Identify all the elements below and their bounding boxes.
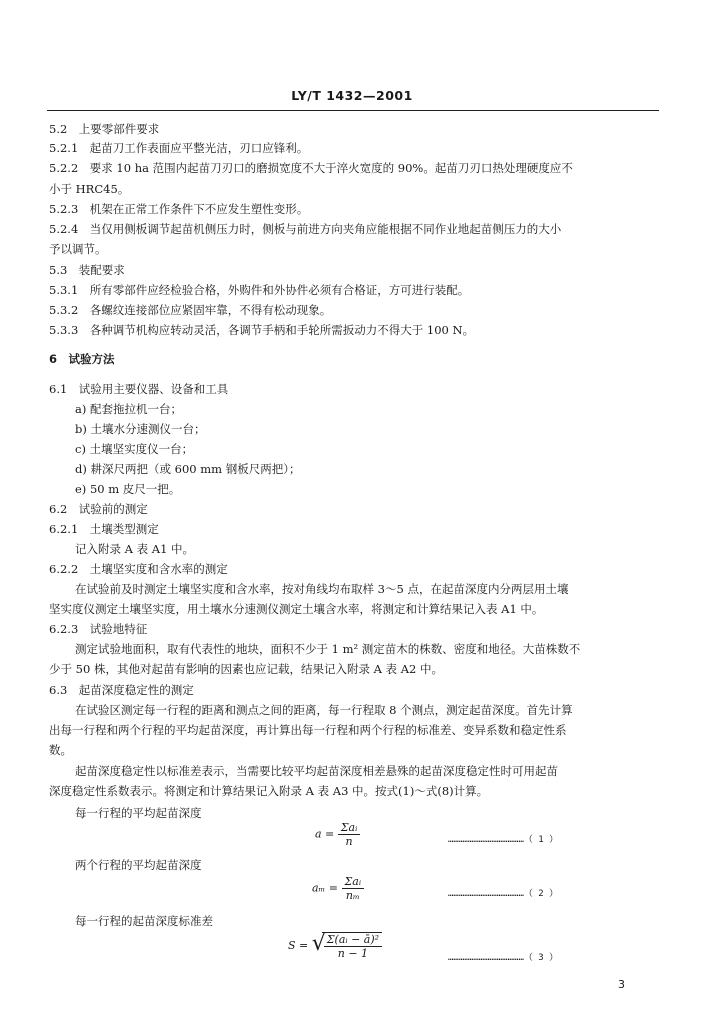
header-divider: [47, 110, 659, 111]
section-6-title: 6 试验方法: [49, 352, 115, 366]
formula-3-numerator: Σ(aᵢ − ā)²: [324, 933, 382, 947]
formula-1-fraction: [338, 821, 361, 848]
clause-5-2-3: 5.2.3 机架在正常工作条件下不应发生塑性变形。: [49, 202, 309, 216]
formula-2-number: ……………………………………（ 2 ）: [448, 889, 559, 899]
clause-6-2-2-text-line2: 坚实度仪测定土壤坚实度，用土壤水分速测仪测定土壤含水率，将测定和计算结果记入表 A1 中。: [49, 602, 544, 616]
formula-3-lhs: S =: [288, 939, 309, 952]
clause-6-2-1-title: 6.2.1 土壤类型测定: [49, 522, 159, 536]
item-6-1-e: e) 50 m 皮尺一把。: [75, 482, 181, 496]
clause-5-2-2-line2: 小于 HRC45。: [49, 182, 130, 196]
clause-6-2-3-text-line1: 测定试验地面积，取有代表性的地块，面积不少于 1 m² 测定苗木的株数、密度和地径。大苗株数不: [75, 642, 581, 656]
formula-2: [312, 875, 364, 902]
clause-5-2-4-line2: 予以调节。: [49, 242, 107, 256]
clause-6-2-3-text-line2: 少于 50 株，其他对起苗有影响的因素也应记载，结果记入附录 A 表 A2 中。: [49, 662, 443, 676]
item-6-1-a: a) 配套拖拉机一台；: [75, 402, 182, 416]
clause-5-2-2-line1: 5.2.2 要求 10 ha 范围内起苗刀刃口的磨损宽度不大于淬火宽度的 90%。起苗刀刃口热处理硬度应不: [49, 161, 573, 175]
clause-6-3-text-line5: 深度稳定性系数表示。将测定和计算结果记入附录 A 表 A3 中。按式(1)～式(8)计算。: [49, 784, 489, 798]
formula-2-fraction: [342, 875, 365, 902]
clause-6-3-text-line1: 在试验区测定每一行程的距离和测点之间的距离，每一行程取 8 个测点，测定起苗深度。首先计算: [75, 703, 573, 717]
section-6-3-title: 6.3 起苗深度稳定性的测定: [49, 683, 194, 697]
clause-6-3-text-line2: 出每一行程和两个行程的平均起苗深度，再计算出每一行程和两个行程的标准差、变异系数和稳定性系: [49, 723, 567, 737]
formula-2-numerator: Σaᵢ: [342, 875, 365, 889]
item-6-1-b: b) 土壤水分速测仪一台；: [75, 422, 206, 436]
formula-3-label: 每一行程的起苗深度标准差: [75, 914, 213, 928]
item-6-1-c: c) 土壤坚实度仪一台；: [75, 442, 194, 456]
clause-6-3-text-line3: 数。: [49, 743, 72, 757]
clause-6-2-1-text: 记入附录 A 表 A1 中。: [75, 542, 195, 556]
page-number: 3: [618, 978, 625, 991]
section-5-2-title: 5.2 上要零部件要求: [49, 122, 160, 136]
formula-1-lhs: a =: [315, 827, 335, 841]
clause-6-2-3-title: 6.2.3 试验地特征: [49, 622, 148, 636]
clause-5-3-1: 5.3.1 所有零部件应经检验合格，外购件和外协件必须有合格证，方可进行装配。: [49, 283, 470, 297]
clause-5-3-3: 5.3.3 各种调节机构应转动灵活，各调节手柄和手轮所需扳动力不得大于 100 N。: [49, 323, 475, 337]
clause-5-3-2: 5.3.2 各螺纹连接部位应紧固牢靠，不得有松动现象。: [49, 303, 332, 317]
standard-code-header: LY/T 1432—2001: [291, 88, 413, 103]
section-6-2-title: 6.2 试验前的测定: [49, 502, 148, 516]
clause-6-3-text-line4: 起苗深度稳定性以标准差表示，当需要比较平均起苗深度相差悬殊的起苗深度稳定性时可用起苗: [75, 764, 558, 778]
formula-3-fraction: [324, 933, 382, 960]
formula-1: [315, 821, 360, 848]
formula-2-lhs: aₘ =: [312, 881, 339, 895]
section-6-1-title: 6.1 试验用主要仪器、设备和工具: [49, 382, 229, 396]
clause-6-2-2-title: 6.2.2 土壤坚实度和含水率的测定: [49, 562, 228, 576]
formula-3: [288, 932, 382, 960]
clause-5-2-4-line1: 5.2.4 当仅用侧板调节起苗机侧压力时，侧板与前进方向夹角应能根据不同作业地起苗侧压力的大小: [49, 222, 562, 236]
clause-6-2-2-text-line1: 在试验前及时测定土壤坚实度和含水率，按对角线均布取样 3～5 点，在起苗深度内分两层用土壤: [75, 582, 569, 596]
sqrt-radical-icon: √: [311, 931, 326, 956]
item-6-1-d: d) 耕深尺两把（或 600 mm 钢板尺两把）；: [75, 462, 301, 476]
formula-2-denominator: nₘ: [345, 889, 360, 902]
formula-3-number: ……………………………………（ 3 ）: [448, 953, 559, 963]
formula-3-sqrt: [312, 932, 382, 960]
formula-1-label: 每一行程的平均起苗深度: [75, 806, 202, 820]
clause-5-2-1: 5.2.1 起苗刀工作表面应平整光洁，刃口应锋利。: [49, 141, 309, 155]
formula-2-label: 两个行程的平均起苗深度: [75, 858, 202, 872]
section-5-3-title: 5.3 装配要求: [49, 263, 125, 277]
formula-1-numerator: Σaᵢ: [338, 821, 361, 835]
formula-1-number: ……………………………………（ 1 ）: [448, 835, 559, 845]
formula-3-denominator: n − 1: [337, 947, 369, 960]
formula-1-denominator: n: [345, 835, 353, 848]
